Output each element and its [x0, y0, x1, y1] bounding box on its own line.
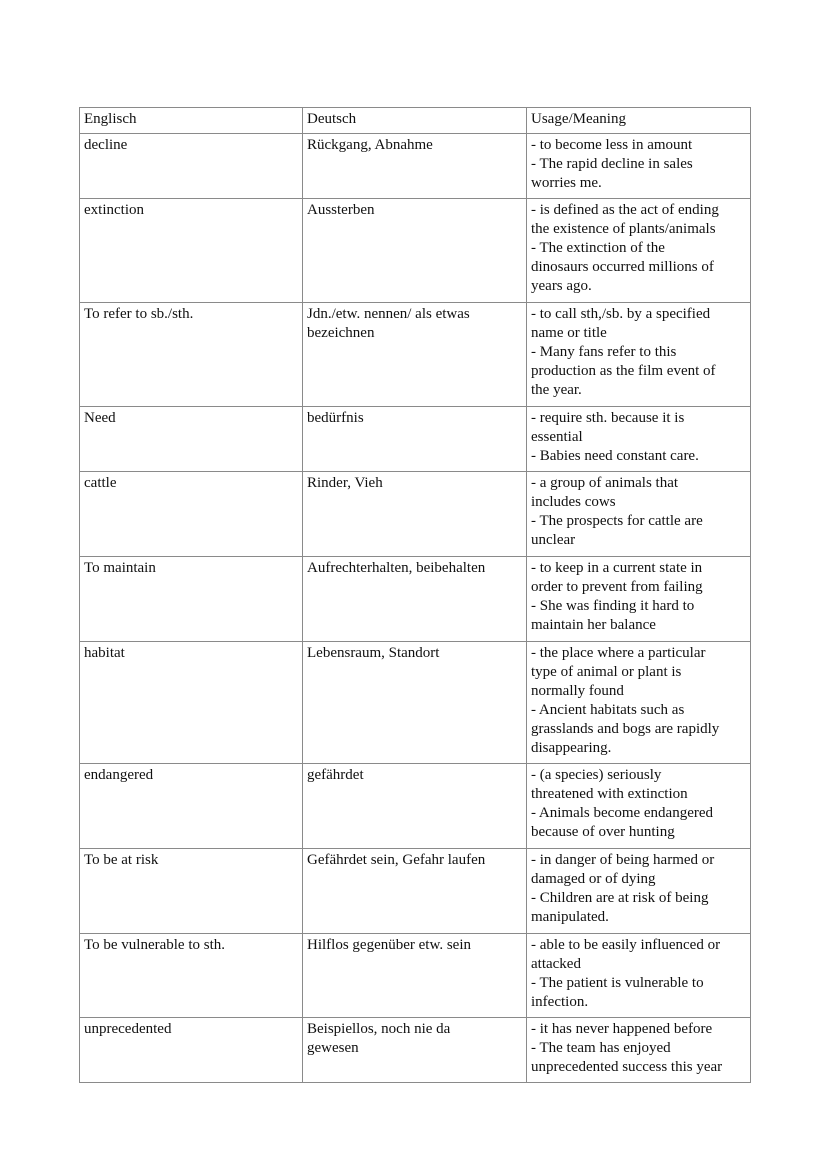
english-term-line: Need — [84, 410, 116, 426]
german-translation-cell — [303, 134, 527, 199]
vocabulary-table — [79, 107, 751, 1083]
german-translation-line: Rinder, Vieh — [307, 475, 383, 491]
usage-meaning-line: - The extinction of the — [531, 240, 665, 256]
german-translation-line: bedürfnis — [307, 410, 364, 426]
table-row — [80, 199, 751, 303]
usage-meaning-cell — [527, 934, 751, 1018]
table-row — [80, 134, 751, 199]
german-translation-line: Aussterben — [307, 202, 375, 218]
german-translation-cell — [303, 557, 527, 642]
english-term-line: habitat — [84, 645, 125, 661]
english-term-cell — [80, 849, 303, 934]
usage-meaning-line: grasslands and bogs are rapidly — [531, 721, 720, 737]
usage-meaning-line: - require sth. because it is — [531, 410, 685, 426]
usage-meaning-line: - able to be easily influenced or — [531, 937, 721, 953]
usage-meaning-line: the existence of plants/animals — [531, 221, 716, 237]
usage-meaning-line: essential — [531, 429, 583, 445]
table-row — [80, 557, 751, 642]
german-translation-cell — [303, 407, 527, 472]
usage-meaning-line: - in danger of being harmed or — [531, 852, 715, 868]
usage-meaning-line: - The rapid decline in sales — [531, 156, 693, 172]
german-translation-line: gewesen — [307, 1040, 359, 1056]
usage-meaning-line: - a group of animals that — [531, 475, 679, 491]
english-term-cell — [80, 1018, 303, 1083]
header-deutsch: Deutsch — [303, 108, 527, 134]
german-translation-cell — [303, 849, 527, 934]
table-row — [80, 1018, 751, 1083]
table-row — [80, 642, 751, 764]
usage-meaning-line: - She was finding it hard to — [531, 598, 695, 614]
usage-meaning-line: - to call sth,/sb. by a specified — [531, 306, 711, 322]
usage-meaning-line: includes cows — [531, 494, 616, 510]
usage-meaning-cell — [527, 557, 751, 642]
english-term-cell — [80, 764, 303, 849]
german-translation-line: bezeichnen — [307, 325, 375, 341]
header-englisch: Englisch — [80, 108, 303, 134]
usage-meaning-cell — [527, 764, 751, 849]
english-term-line: extinction — [84, 202, 144, 218]
usage-meaning-line: type of animal or plant is — [531, 664, 682, 680]
usage-meaning-line: - The team has enjoyed — [531, 1040, 671, 1056]
german-translation-cell — [303, 303, 527, 407]
usage-meaning-line: order to prevent from failing — [531, 579, 703, 595]
table-row — [80, 849, 751, 934]
header-usage-meaning: Usage/Meaning — [527, 108, 751, 134]
table-header-row — [80, 108, 751, 134]
english-term-cell — [80, 934, 303, 1018]
usage-meaning-cell — [527, 134, 751, 199]
usage-meaning-line: the year. — [531, 382, 582, 398]
german-translation-line: Rückgang, Abnahme — [307, 137, 433, 153]
usage-meaning-line: infection. — [531, 994, 589, 1010]
german-translation-line: Jdn./etw. nennen/ als etwas — [307, 306, 470, 322]
usage-meaning-cell — [527, 303, 751, 407]
english-term-cell — [80, 557, 303, 642]
usage-meaning-line: threatened with extinction — [531, 786, 688, 802]
german-translation-line: Beispiellos, noch nie da — [307, 1021, 451, 1037]
usage-meaning-line: - The patient is vulnerable to — [531, 975, 704, 991]
english-term-line: cattle — [84, 475, 117, 491]
german-translation-cell — [303, 934, 527, 1018]
usage-meaning-line: because of over hunting — [531, 824, 675, 840]
usage-meaning-line: disappearing. — [531, 740, 612, 756]
english-term-cell — [80, 407, 303, 472]
usage-meaning-line: - Children are at risk of being — [531, 890, 709, 906]
german-translation-line: Lebensraum, Standort — [307, 645, 440, 661]
table-row — [80, 303, 751, 407]
usage-meaning-line: manipulated. — [531, 909, 609, 925]
usage-meaning-line: - is defined as the act of ending — [531, 202, 719, 218]
english-term-line: To be at risk — [84, 852, 159, 868]
usage-meaning-cell — [527, 407, 751, 472]
german-translation-cell — [303, 642, 527, 764]
german-translation-line: Hilflos gegenüber etw. sein — [307, 937, 471, 953]
usage-meaning-line: worries me. — [531, 175, 602, 191]
german-translation-line: Aufrechterhalten, beibehalten — [307, 560, 486, 576]
usage-meaning-line: name or title — [531, 325, 607, 341]
usage-meaning-cell — [527, 472, 751, 557]
table-row — [80, 934, 751, 1018]
english-term-cell — [80, 303, 303, 407]
usage-meaning-line: - Babies need constant care. — [531, 448, 699, 464]
usage-meaning-line: - Animals become endangered — [531, 805, 714, 821]
usage-meaning-line: - (a species) seriously — [531, 767, 662, 783]
usage-meaning-line: attacked — [531, 956, 581, 972]
english-term-line: To be vulnerable to sth. — [84, 937, 225, 953]
usage-meaning-line: production as the film event of — [531, 363, 716, 379]
usage-meaning-line: unclear — [531, 532, 576, 548]
english-term-cell — [80, 199, 303, 303]
usage-meaning-line: - the place where a particular — [531, 645, 706, 661]
german-translation-line: Gefährdet sein, Gefahr laufen — [307, 852, 486, 868]
table-row — [80, 472, 751, 557]
german-translation-line: gefährdet — [307, 767, 364, 783]
usage-meaning-cell — [527, 199, 751, 303]
german-translation-cell — [303, 472, 527, 557]
usage-meaning-line: - The prospects for cattle are — [531, 513, 703, 529]
usage-meaning-line: - to keep in a current state in — [531, 560, 703, 576]
table-row — [80, 407, 751, 472]
usage-meaning-line: years ago. — [531, 278, 592, 294]
usage-meaning-cell — [527, 1018, 751, 1083]
english-term-line: To refer to sb./sth. — [84, 306, 194, 322]
english-term-line: endangered — [84, 767, 154, 783]
german-translation-cell — [303, 199, 527, 303]
english-term-cell — [80, 642, 303, 764]
usage-meaning-line: - Ancient habitats such as — [531, 702, 685, 718]
usage-meaning-line: maintain her balance — [531, 617, 656, 633]
english-term-cell — [80, 472, 303, 557]
usage-meaning-line: - Many fans refer to this — [531, 344, 677, 360]
usage-meaning-line: - it has never happened before — [531, 1021, 713, 1037]
german-translation-cell — [303, 1018, 527, 1083]
english-term-line: unprecedented — [84, 1021, 172, 1037]
usage-meaning-line: unprecedented success this year — [531, 1059, 723, 1075]
table-row — [80, 764, 751, 849]
usage-meaning-line: dinosaurs occurred millions of — [531, 259, 714, 275]
german-translation-cell — [303, 764, 527, 849]
usage-meaning-cell — [527, 849, 751, 934]
usage-meaning-line: normally found — [531, 683, 624, 699]
english-term-line: To maintain — [84, 560, 156, 576]
english-term-line: decline — [84, 137, 128, 153]
english-term-cell — [80, 134, 303, 199]
usage-meaning-line: - to become less in amount — [531, 137, 693, 153]
usage-meaning-cell — [527, 642, 751, 764]
usage-meaning-line: damaged or of dying — [531, 871, 656, 887]
